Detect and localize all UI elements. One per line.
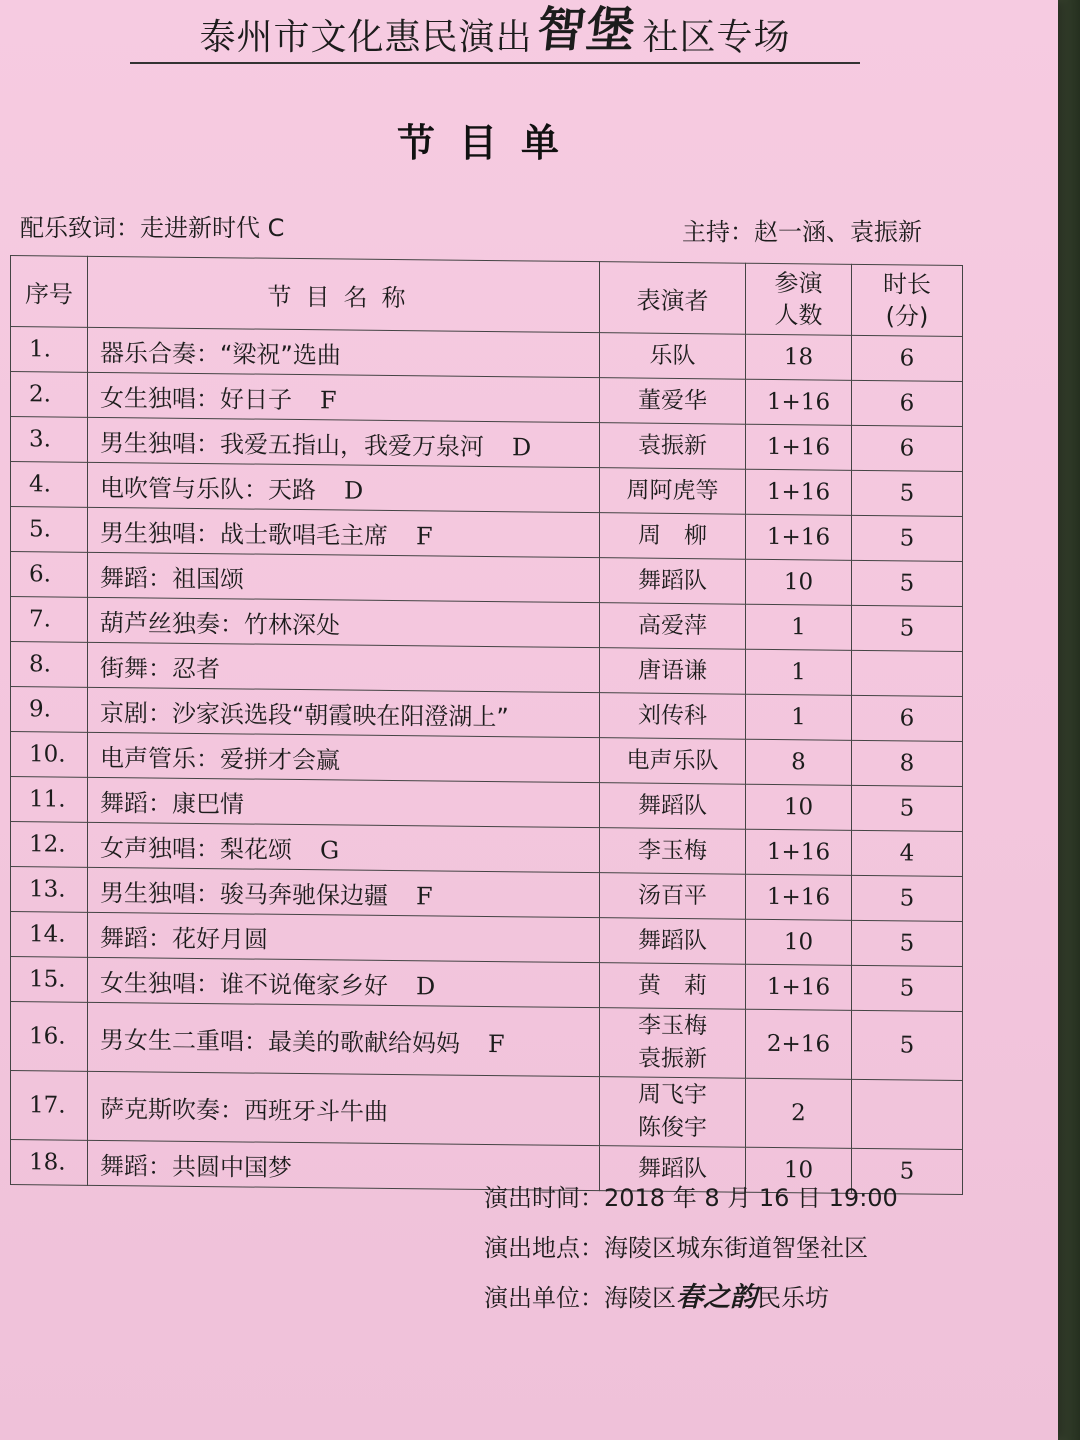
program-key: F bbox=[416, 881, 433, 910]
performer-name: 陈俊宇 bbox=[638, 1114, 707, 1142]
cell-participants: 1+16 bbox=[746, 874, 852, 920]
cell-number: 2. bbox=[11, 372, 88, 418]
cell-performer bbox=[600, 783, 746, 830]
cell-participants: 1+16 bbox=[746, 379, 852, 425]
cell-program-name bbox=[88, 507, 600, 557]
cell-number: 8. bbox=[11, 642, 88, 688]
program-name: 舞蹈：康巴情 bbox=[100, 788, 244, 818]
cell-performer bbox=[600, 918, 746, 965]
event-place: 演出地点：海陵区城东街道智堡社区 bbox=[484, 1234, 868, 1262]
cell-performer bbox=[600, 378, 746, 425]
program-key: G bbox=[320, 835, 340, 864]
cell-program-name bbox=[88, 1002, 600, 1076]
cell-performer bbox=[600, 603, 746, 650]
cell-program-name bbox=[88, 957, 600, 1007]
cell-number: 4. bbox=[11, 462, 88, 508]
performer-name: 黄 莉 bbox=[638, 972, 707, 999]
event-info bbox=[484, 1178, 898, 1328]
header-program-name: 节目名称 bbox=[88, 256, 600, 332]
performer-name: 舞蹈队 bbox=[638, 927, 707, 954]
performer-name: 李玉梅 bbox=[638, 1012, 707, 1040]
cell-participants: 10 bbox=[746, 919, 852, 965]
cell-number: 17. bbox=[11, 1071, 88, 1141]
cell-duration: 5 bbox=[852, 920, 963, 966]
program-name: 舞蹈：祖国颂 bbox=[100, 563, 244, 593]
program-key: D bbox=[416, 971, 436, 1000]
cell-number: 5. bbox=[11, 507, 88, 553]
cell-duration: 5 bbox=[852, 1010, 963, 1080]
cell-number: 7. bbox=[11, 597, 88, 643]
program-name: 京剧：沙家浜选段“朝霞映在阳澄湖上” bbox=[100, 698, 509, 731]
performer-name: 乐队 bbox=[649, 342, 696, 369]
program-title: 节目单 bbox=[396, 121, 583, 165]
performer-name: 舞蹈队 bbox=[638, 792, 707, 819]
cell-performer bbox=[600, 333, 746, 380]
program-name: 舞蹈：花好月圆 bbox=[100, 923, 268, 954]
event-organizer-suffix: 民乐坊 bbox=[757, 1284, 829, 1312]
event-organizer bbox=[484, 1278, 898, 1328]
cell-duration: 4 bbox=[852, 830, 963, 876]
performer-name: 李玉梅 bbox=[638, 837, 707, 864]
cell-performer bbox=[600, 423, 746, 470]
program-name: 男生独唱：我爱五指山，我爱万泉河 bbox=[100, 428, 484, 461]
performer-name: 周阿虎等 bbox=[626, 476, 719, 504]
event-title bbox=[130, 2, 860, 64]
cell-number: 18. bbox=[11, 1140, 88, 1186]
cell-duration: 6 bbox=[852, 380, 963, 426]
header-participants-line2: 人数 bbox=[774, 301, 823, 330]
cell-number: 11. bbox=[11, 777, 88, 823]
cell-duration bbox=[852, 650, 963, 696]
performer-name: 汤百平 bbox=[638, 882, 707, 909]
event-time: 演出时间：2018 年 8 月 16 日 19:00 bbox=[484, 1184, 898, 1212]
performer-name: 袁振新 bbox=[638, 1045, 707, 1073]
cell-program-name bbox=[88, 552, 600, 602]
cell-duration: 5 bbox=[852, 605, 963, 651]
cell-duration: 6 bbox=[852, 695, 963, 741]
cell-duration: 6 bbox=[852, 425, 963, 471]
cell-participants: 2 bbox=[746, 1078, 852, 1148]
program-name: 萨克斯吹奏：西班牙斗牛曲 bbox=[100, 1094, 388, 1126]
cell-program-name bbox=[88, 462, 600, 512]
header-duration-line1: 时长 bbox=[883, 270, 931, 299]
event-title-left: 泰州市文化惠民演出 bbox=[199, 17, 533, 58]
cell-participants: 18 bbox=[746, 334, 852, 380]
event-title-calligraphy: 智堡 bbox=[535, 2, 639, 58]
program-key: D bbox=[344, 475, 364, 505]
cell-participants: 10 bbox=[746, 1147, 852, 1193]
header-duration bbox=[852, 264, 963, 336]
cell-participants: 1+16 bbox=[746, 964, 852, 1010]
cell-performer bbox=[600, 1008, 746, 1079]
cell-performer bbox=[600, 828, 746, 875]
cell-duration: 5 bbox=[852, 1148, 963, 1194]
cell-participants: 1 bbox=[746, 604, 852, 650]
cell-program-name bbox=[88, 777, 600, 827]
program-name: 电吹管与乐队：天路 bbox=[100, 473, 316, 504]
cell-duration: 5 bbox=[852, 875, 963, 921]
program-name: 电声管乐：爱拼才会赢 bbox=[100, 743, 340, 774]
performer-name: 电声乐队 bbox=[626, 746, 719, 774]
program-name: 葫芦丝独奏：竹林深处 bbox=[100, 608, 340, 639]
opening-remarks: 配乐致词：走进新时代 C bbox=[20, 214, 285, 242]
cell-participants: 1+16 bbox=[746, 469, 852, 515]
cell-performer bbox=[600, 468, 746, 515]
hosts: 主持：赵一涵、袁振新 bbox=[682, 218, 922, 246]
cell-program-name bbox=[88, 687, 600, 737]
program-key: F bbox=[488, 1029, 505, 1058]
cell-program-name bbox=[88, 822, 600, 872]
table-header-row bbox=[11, 256, 963, 337]
cell-performer bbox=[600, 738, 746, 785]
event-organizer-brand: 春之韵 bbox=[676, 1282, 757, 1313]
cell-program-name bbox=[88, 597, 600, 647]
cell-performer bbox=[600, 693, 746, 740]
cell-number: 3. bbox=[11, 417, 88, 463]
cell-number: 1. bbox=[11, 327, 88, 373]
header-participants bbox=[746, 263, 852, 335]
cell-duration: 5 bbox=[852, 965, 963, 1011]
program-name: 男生独唱：骏马奔驰保边疆 bbox=[100, 878, 388, 910]
cell-performer bbox=[600, 1077, 746, 1148]
cell-participants: 8 bbox=[746, 739, 852, 785]
header-duration-line2: (分) bbox=[885, 302, 929, 331]
cell-participants: 1+16 bbox=[746, 424, 852, 470]
table-row bbox=[11, 1002, 963, 1081]
cell-duration: 5 bbox=[852, 515, 963, 561]
cell-participants: 1+16 bbox=[746, 829, 852, 875]
program-name: 器乐合奏：“梁祝”选曲 bbox=[100, 338, 341, 369]
cell-participants: 10 bbox=[746, 784, 852, 830]
cell-performer bbox=[600, 558, 746, 605]
cell-duration: 5 bbox=[852, 470, 963, 516]
performer-name: 唐语谦 bbox=[638, 657, 707, 684]
cell-program-name bbox=[88, 1071, 600, 1145]
event-organizer-prefix: 演出单位：海陵区 bbox=[484, 1284, 676, 1312]
cell-duration: 5 bbox=[852, 560, 963, 606]
cell-program-name bbox=[88, 912, 600, 962]
cell-number: 10. bbox=[11, 732, 88, 778]
program-key: F bbox=[416, 521, 433, 550]
program-key: F bbox=[320, 385, 337, 414]
cell-duration: 5 bbox=[852, 785, 963, 831]
cell-participants: 1 bbox=[746, 694, 852, 740]
cell-number: 12. bbox=[11, 822, 88, 868]
performer-name: 舞蹈队 bbox=[638, 567, 707, 594]
cell-duration bbox=[852, 1079, 963, 1149]
cell-number: 9. bbox=[11, 687, 88, 733]
cell-program-name bbox=[88, 327, 600, 377]
cell-program-name bbox=[88, 732, 600, 782]
cell-program-name bbox=[88, 372, 600, 422]
performer-name: 董爱华 bbox=[638, 387, 707, 414]
performer-name: 袁振新 bbox=[638, 432, 707, 459]
table-row bbox=[11, 1071, 963, 1150]
program-name: 女声独唱：梨花颂 bbox=[100, 833, 292, 864]
program-name: 街舞：忍者 bbox=[100, 653, 220, 683]
program-name: 女生独唱：谁不说俺家乡好 bbox=[100, 968, 388, 1000]
program-name: 舞蹈：共圆中国梦 bbox=[100, 1151, 292, 1182]
header-participants-line1: 参演 bbox=[774, 269, 823, 298]
cell-participants: 1+16 bbox=[746, 514, 852, 560]
cell-participants: 1 bbox=[746, 649, 852, 695]
cell-participants: 10 bbox=[746, 559, 852, 605]
cell-participants: 2+16 bbox=[746, 1009, 852, 1079]
cell-performer bbox=[600, 873, 746, 920]
performer-name: 舞蹈队 bbox=[638, 1155, 707, 1182]
program-table bbox=[10, 255, 963, 1195]
cell-program-name bbox=[88, 867, 600, 917]
cell-program-name bbox=[88, 642, 600, 692]
cell-duration: 6 bbox=[852, 335, 963, 381]
performer-name: 高爱萍 bbox=[638, 612, 707, 639]
cell-number: 16. bbox=[11, 1002, 88, 1072]
cell-performer bbox=[600, 963, 746, 1010]
cell-performer bbox=[600, 648, 746, 695]
program-key: D bbox=[512, 432, 532, 461]
header-number: 序号 bbox=[11, 256, 88, 328]
cell-number: 14. bbox=[11, 912, 88, 958]
cell-number: 13. bbox=[11, 867, 88, 913]
performer-name: 刘传科 bbox=[638, 702, 707, 729]
event-title-right: 社区专场 bbox=[642, 17, 791, 58]
cell-program-name bbox=[88, 417, 600, 467]
program-name: 女生独唱：好日子 bbox=[100, 383, 292, 414]
header-performer: 表演者 bbox=[600, 262, 746, 335]
cell-number: 15. bbox=[11, 957, 88, 1003]
program-name: 男生独唱：战士歌唱毛主席 bbox=[100, 518, 388, 550]
performer-name: 周飞宇 bbox=[638, 1081, 707, 1109]
program-name: 男女生二重唱：最美的歌献给妈妈 bbox=[100, 1025, 460, 1058]
cell-performer bbox=[600, 513, 746, 560]
cell-number: 6. bbox=[11, 552, 88, 598]
performer-name: 周 柳 bbox=[638, 522, 707, 549]
cell-duration: 8 bbox=[852, 740, 963, 786]
